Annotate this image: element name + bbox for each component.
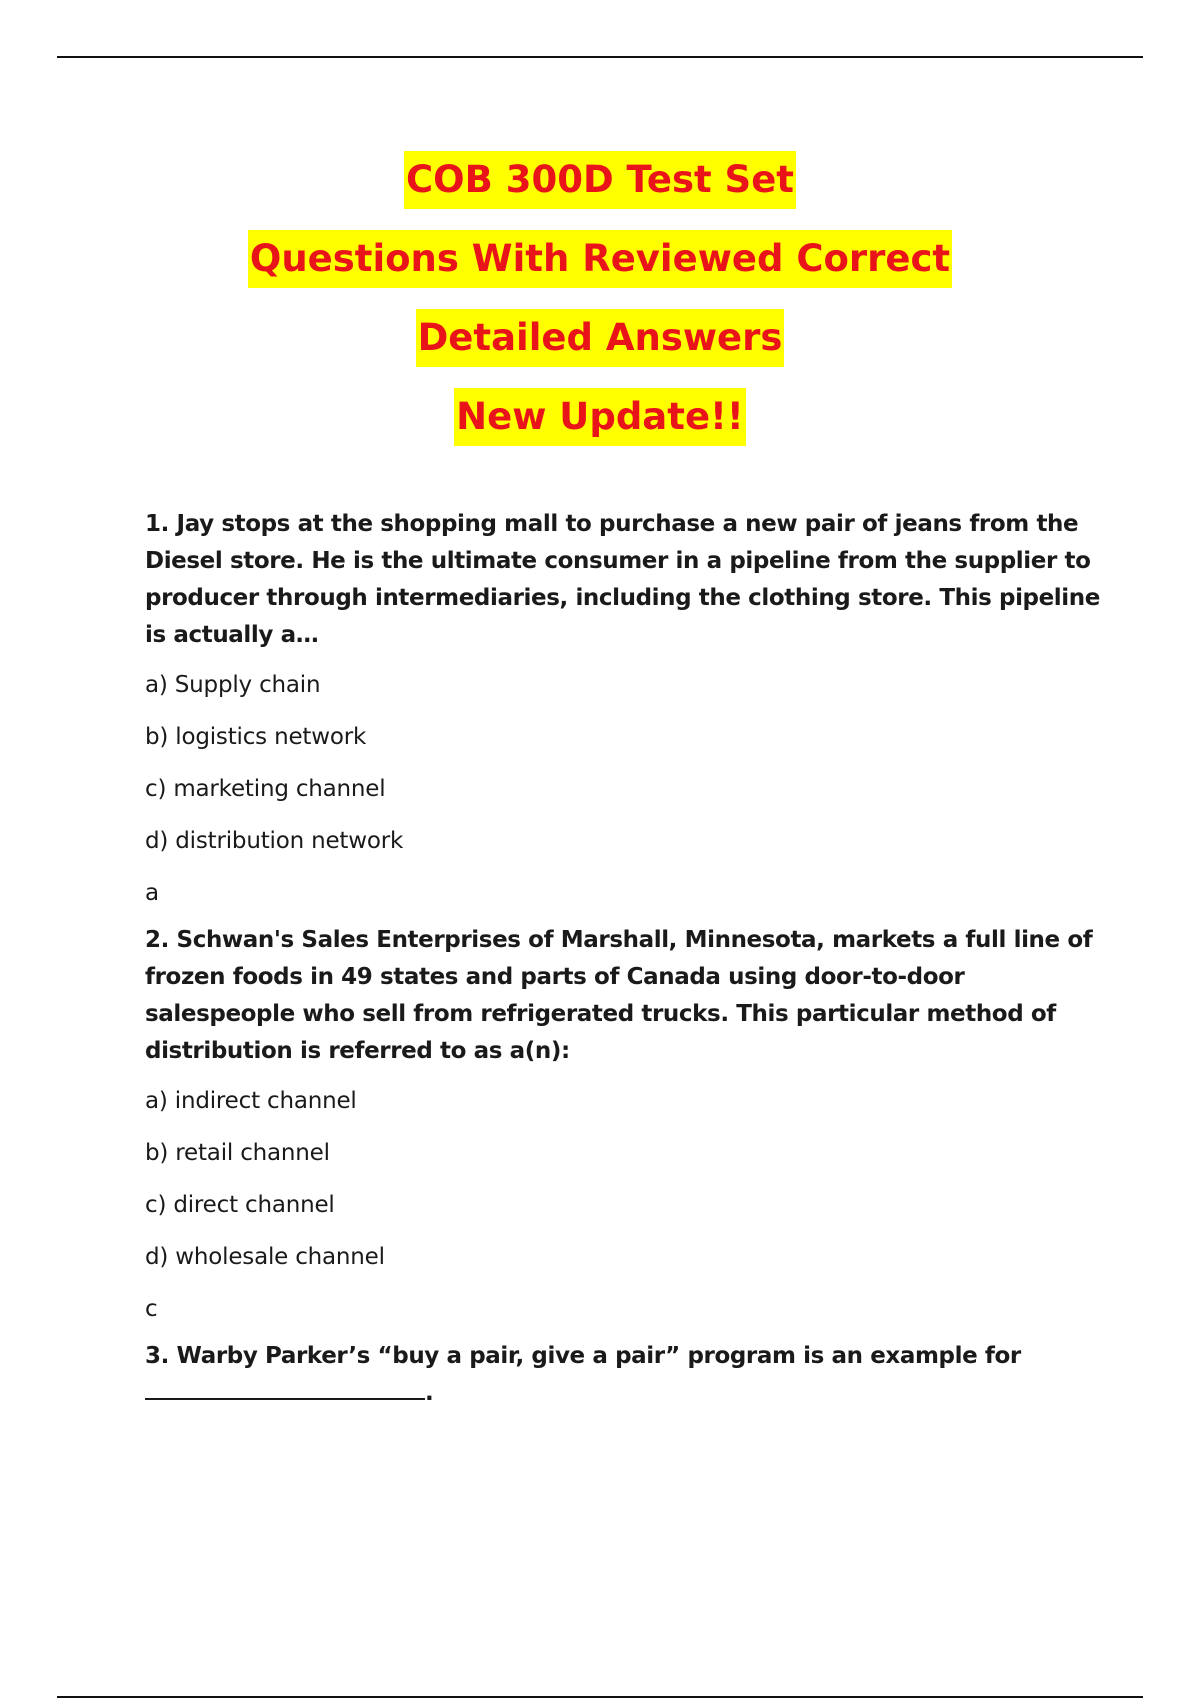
title-line-1-text: COB 300D Test Set — [404, 151, 796, 209]
title-line-2 — [0, 219, 1200, 298]
question-2-option-d: d) wholesale channel — [145, 1244, 385, 1270]
title-line-2-text: Questions With Reviewed Correct — [248, 230, 952, 288]
title-line-3 — [0, 298, 1200, 377]
bottom-rule — [57, 1696, 1143, 1698]
question-list — [145, 506, 1105, 1412]
question-2-option-a: a) indirect channel — [145, 1088, 357, 1114]
question-3 — [145, 1338, 1105, 1412]
question-1-option-c: c) marketing channel — [145, 776, 386, 802]
title-line-4-text: New Update!! — [454, 388, 746, 446]
title-line-3-text: Detailed Answers — [416, 309, 785, 367]
top-rule — [57, 56, 1143, 58]
title-line-4 — [0, 377, 1200, 456]
question-1 — [145, 506, 1105, 908]
question-1-answer: a — [145, 880, 159, 906]
answer-blank — [145, 1376, 425, 1400]
question-2-option-b: b) retail channel — [145, 1140, 330, 1166]
title-line-1 — [0, 140, 1200, 219]
question-1-option-a: a) Supply chain — [145, 672, 321, 698]
question-1-option-d: d) distribution network — [145, 828, 404, 854]
question-2-text: 2. Schwan's Sales Enterprises of Marshall, Minnesota, markets a full line of frozen foods in 49 states and parts of Canada using door-to-door salespeople who sell from refrigerated trucks. This particular method of distribution is referred to as a(n): — [145, 927, 1093, 1064]
question-2 — [145, 922, 1105, 1324]
question-3-blank-line — [145, 1375, 1105, 1412]
question-3-blank-suffix: . — [425, 1380, 434, 1406]
question-1-option-b: b) logistics network — [145, 724, 367, 750]
question-2-answer: c — [145, 1296, 158, 1322]
question-2-option-c: c) direct channel — [145, 1192, 335, 1218]
document-title — [0, 140, 1200, 456]
question-1-text: 1. Jay stops at the shopping mall to purchase a new pair of jeans from the Diesel store. He is the ultimate consumer in a pipeline from the supplier to producer through intermediaries, including the clothing store. This pipeline is actually a… — [145, 511, 1100, 648]
question-3-text: 3. Warby Parker’s “buy a pair, give a pair” program is an example for — [145, 1343, 1021, 1369]
